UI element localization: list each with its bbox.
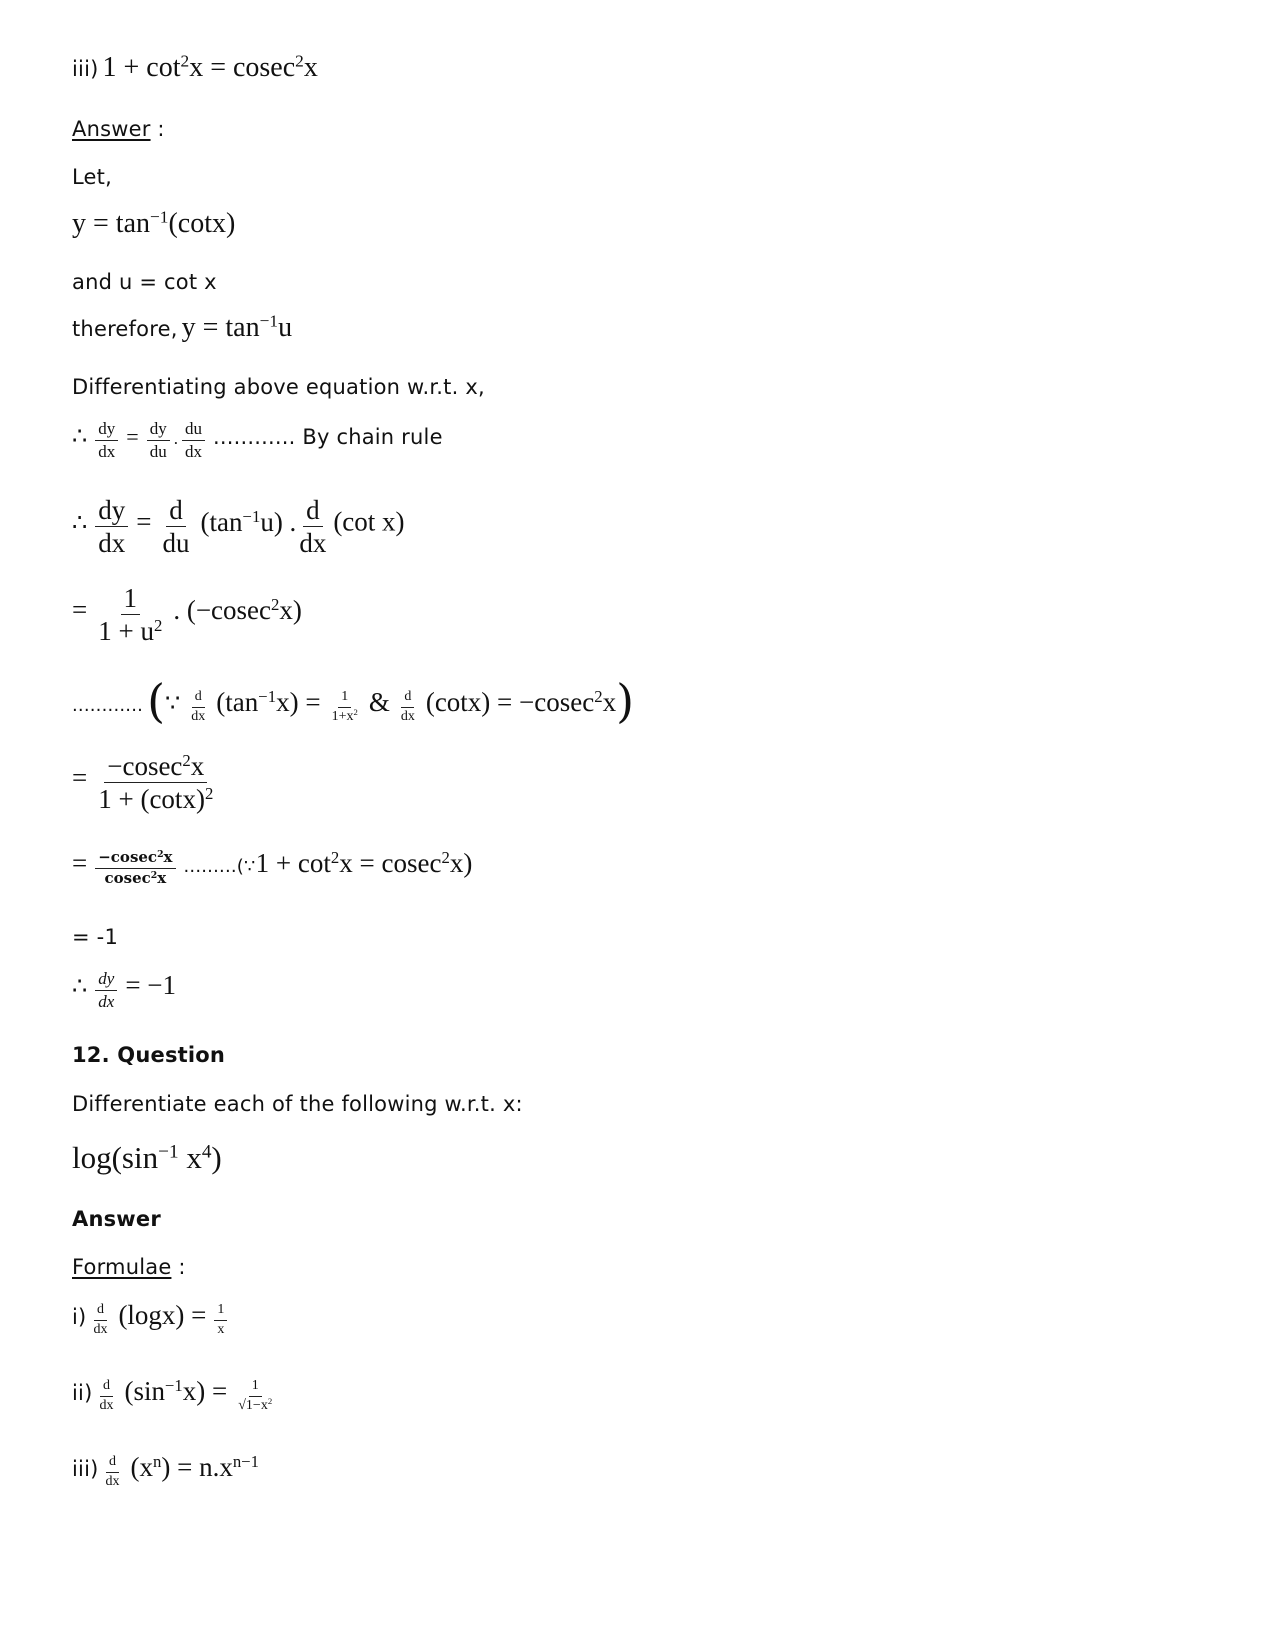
step-cosec-over-cot-squared: = $\frac{-cosec^2x}{1 + (\cot x)^2}$ [72,750,214,815]
question-12-text: Differentiate each of the following w.r.t. x: [72,1092,523,1116]
y-in-terms-of-u: therefore, $y = \tan^{-1}u$ [72,311,293,343]
derivative-expansion: ∴ $\frac{dy}{dx}$ = $\frac{d}{du}$ $(\tan^{-1}u)$ . $\frac{d}{dx}$ (cot x) [72,495,405,559]
answer-label-2: Answer [72,1207,161,1231]
formula-2: ii) $\frac{d}{dx}$ $(\sin^{-1}x)$ = $\frac{1}{√1-x^2}$ [72,1375,273,1413]
identity-heading: iii) $1 + \cot^2x = cosec^2x$ [72,51,318,83]
u-definition: and u = cot x [72,270,217,294]
let-text: Let, [72,165,112,189]
result-minus-one: = -1 [72,925,119,949]
formula-3: iii) $\frac{d}{dx}$ $(x^n) = n.x^{n-1}$ [72,1451,260,1489]
step-one-over-one-plus-u-squared: = $\frac{1}{1 + u^2}$ . (−cosec$^2$x) [72,583,302,647]
differentiating-text: Differentiating above equation w.r.t. x, [72,375,485,399]
question-12-expression: $\log(\sin^{-1}$ $x^4$) [72,1140,222,1175]
question-12-title: 12. Question [72,1043,226,1067]
y-definition: $y = \tan^{-1}(\cot x)$ [72,207,236,239]
formula-1: i) $\frac{d}{dx}$ (logx) = $\frac{1}{x}$ [72,1300,231,1338]
answer-label: Answer : [72,117,165,141]
step-simplify-identity: = $\frac{-cosec^2x}{cosec^2x}$ .........(∵1 + $\cot^2x = cosec^2x$) [72,847,473,887]
because-derivative-formulas: ............ (∵ $\frac{d}{dx}$ $(\tan^{-1}x)$ = $\frac{1}{1+x^2}$ & $\frac{d}{dx}$ (cotx) = −cosec$^2$x) [72,674,635,728]
final-result: ∴ $\frac{dy}{dx}$ = −1 [72,969,177,1011]
formulae-label: Formulae : [72,1255,186,1279]
chain-rule-equation: ∴ $\frac{dy}{dx}$ = $\frac{dy}{du}$ . $\frac{du}{dx}$ ............ By chain rule [72,419,443,461]
